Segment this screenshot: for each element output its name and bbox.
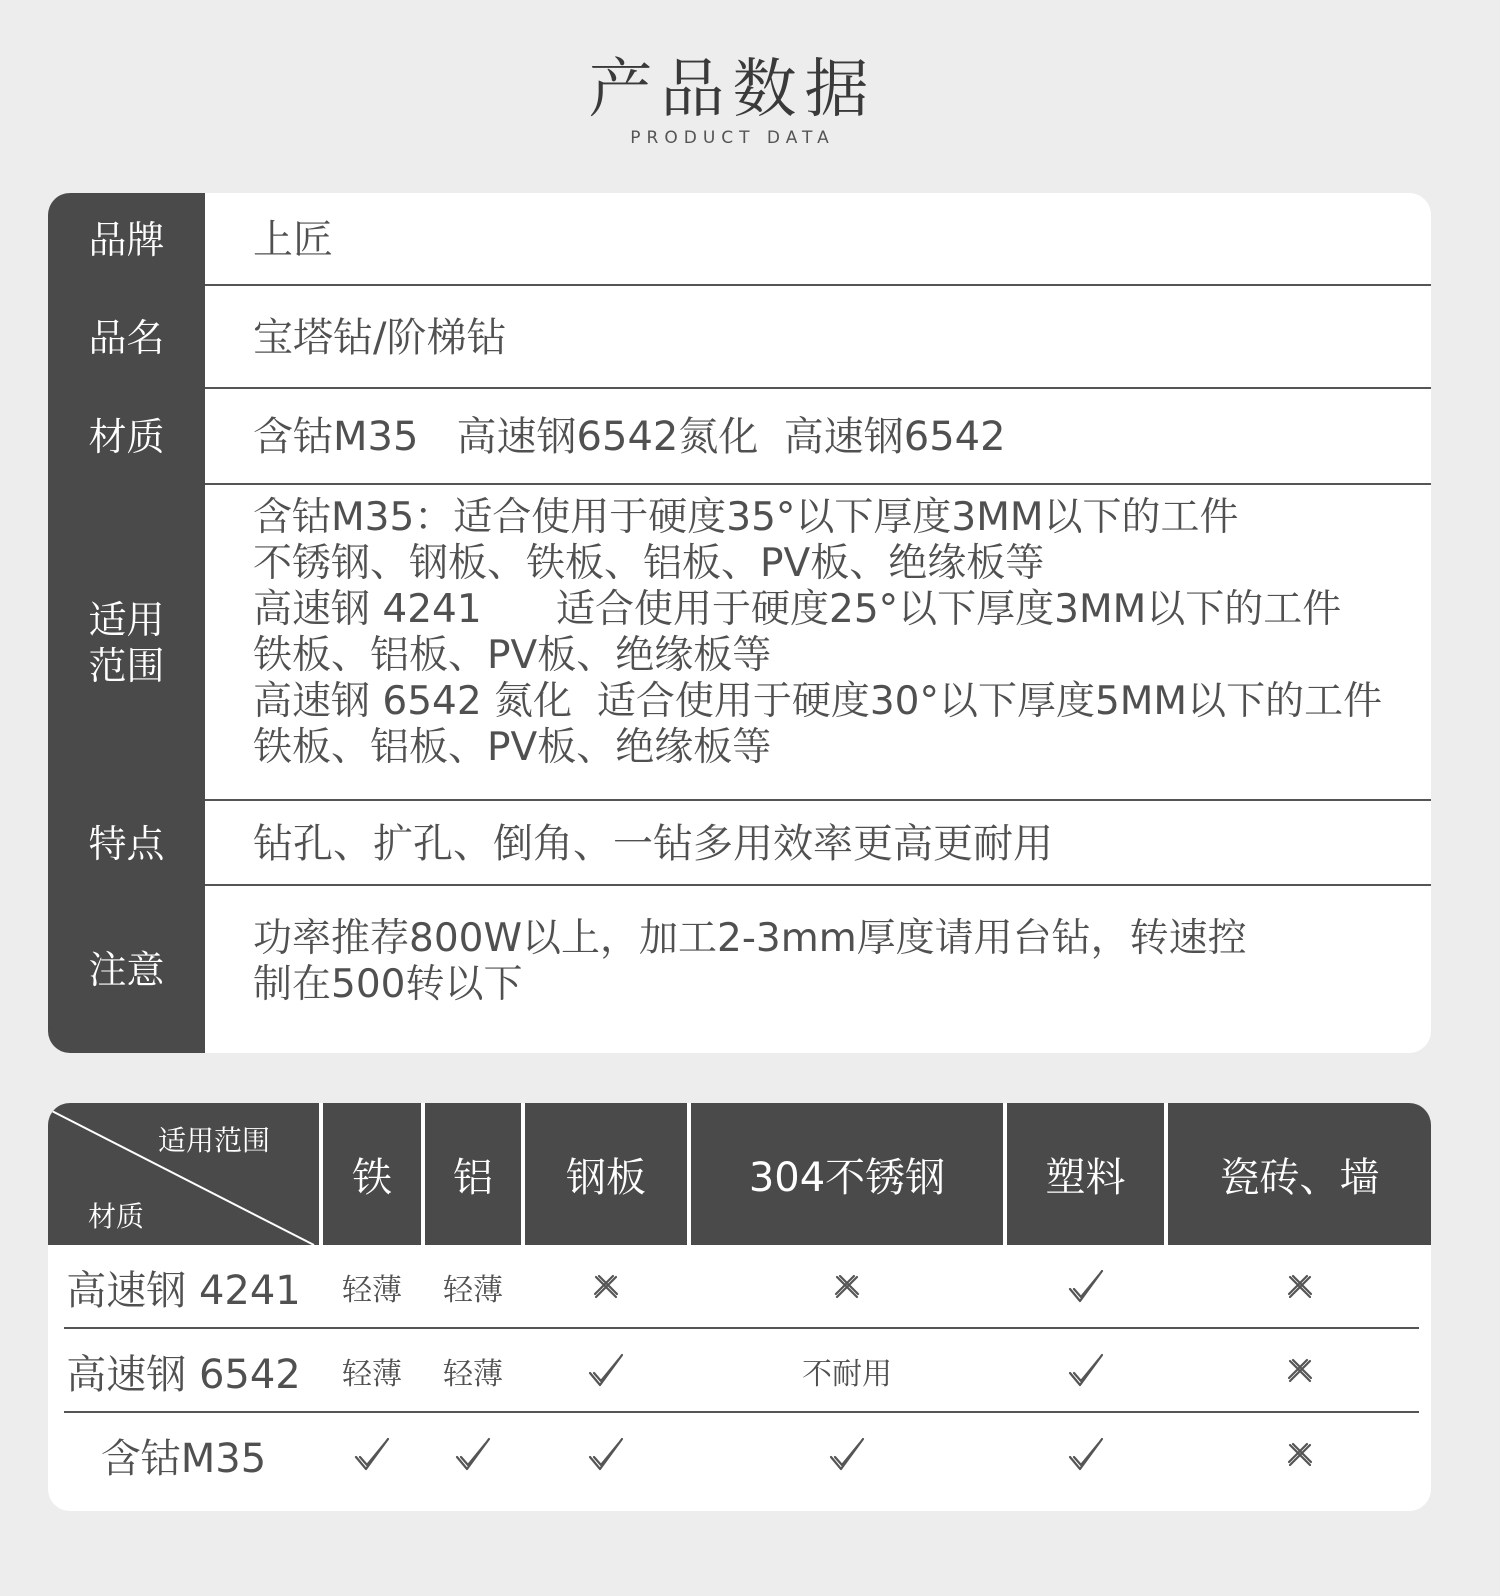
spec-label: 品牌 <box>88 217 165 262</box>
spec-value <box>205 485 1431 801</box>
corner-label-material: 材质 <box>88 1200 145 1233</box>
cross-icon <box>1168 1329 1431 1413</box>
page-header <box>0 0 1500 190</box>
page-title: 产品数据 <box>588 53 877 127</box>
cross-icon <box>525 1245 687 1329</box>
cross-icon <box>691 1245 1003 1329</box>
check-icon <box>525 1413 687 1497</box>
notice-line: 制在500转以下 <box>253 962 523 1007</box>
spec-value: 钻孔、扩孔、倒角、一钻多用效率更高更耐用 <box>253 820 1053 867</box>
spec-label <box>48 485 205 801</box>
material-cell: 高速钢 4241 <box>66 1267 301 1314</box>
page-subtitle: PRODUCT DATA <box>630 128 835 148</box>
spec-label-line: 适用 <box>88 598 165 642</box>
check-icon <box>323 1413 421 1497</box>
range-line: 不锈钢、钢板、铁板、铝板、PV板、绝缘板等 <box>253 541 1045 586</box>
spec-label: 品名 <box>88 315 165 360</box>
table-row <box>48 1245 1431 1329</box>
material-cell: 高速钢 6542 <box>66 1351 301 1398</box>
compatibility-table <box>48 1103 1431 1511</box>
product-spec-table <box>48 193 1431 1053</box>
spec-value: 宝塔钻/阶梯钻 <box>253 314 507 361</box>
column-header: 钢板 <box>525 1103 687 1245</box>
check-icon <box>525 1329 687 1413</box>
header-corner-cell <box>48 1103 319 1245</box>
value-cell: 轻薄 <box>342 1357 402 1392</box>
range-line: 高速钢 6542 氮化 适合使用于硬度30°以下厚度5MM以下的工件 <box>253 679 1383 724</box>
check-icon <box>1007 1413 1164 1497</box>
check-icon <box>425 1413 521 1497</box>
column-header: 铝 <box>425 1103 521 1245</box>
material-cell: 含钴M35 <box>100 1435 267 1482</box>
notice-line: 功率推荐800W以上，加工2-3mm厚度请用台钻，转速控 <box>253 916 1247 961</box>
value-cell: 不耐用 <box>802 1357 892 1392</box>
corner-label-range: 适用范围 <box>158 1124 271 1157</box>
spec-value <box>205 886 1431 1053</box>
spec-value: 上匠 <box>253 216 333 263</box>
spec-row-features <box>48 801 1431 886</box>
check-icon <box>691 1413 1003 1497</box>
spec-label: 特点 <box>88 821 165 866</box>
spec-row-brand <box>48 193 1431 286</box>
column-header: 304不锈钢 <box>691 1103 1003 1245</box>
spec-row-product-name <box>48 286 1431 389</box>
cross-icon <box>1168 1245 1431 1329</box>
table-row <box>48 1329 1431 1413</box>
column-header: 塑料 <box>1007 1103 1164 1245</box>
value-cell: 轻薄 <box>443 1357 503 1392</box>
table-row <box>48 1413 1431 1497</box>
range-line: 铁板、铝板、PV板、绝缘板等 <box>253 633 772 678</box>
check-icon <box>1007 1245 1164 1329</box>
check-icon <box>1007 1329 1164 1413</box>
range-line: 铁板、铝板、PV板、绝缘板等 <box>253 725 772 770</box>
cross-icon <box>1168 1413 1431 1497</box>
spec-label-line: 范围 <box>88 644 165 688</box>
spec-row-application-range <box>48 485 1431 801</box>
column-header: 瓷砖、墙 <box>1168 1103 1431 1245</box>
spec-row-notice <box>48 886 1431 1053</box>
spec-label: 注意 <box>88 947 165 992</box>
value-cell: 轻薄 <box>342 1273 402 1308</box>
value-cell: 轻薄 <box>443 1273 503 1308</box>
spec-label: 材质 <box>88 415 165 459</box>
column-header: 铁 <box>323 1103 421 1245</box>
spec-value: 含钴M35 高速钢6542氮化 高速钢6542 <box>253 414 1006 460</box>
table-header <box>48 1103 1431 1245</box>
range-line: 含钴M35：适合使用于硬度35°以下厚度3MM以下的工件 <box>253 495 1239 540</box>
range-line: 高速钢 4241 适合使用于硬度25°以下厚度3MM以下的工件 <box>253 587 1342 632</box>
spec-row-material <box>48 389 1431 485</box>
